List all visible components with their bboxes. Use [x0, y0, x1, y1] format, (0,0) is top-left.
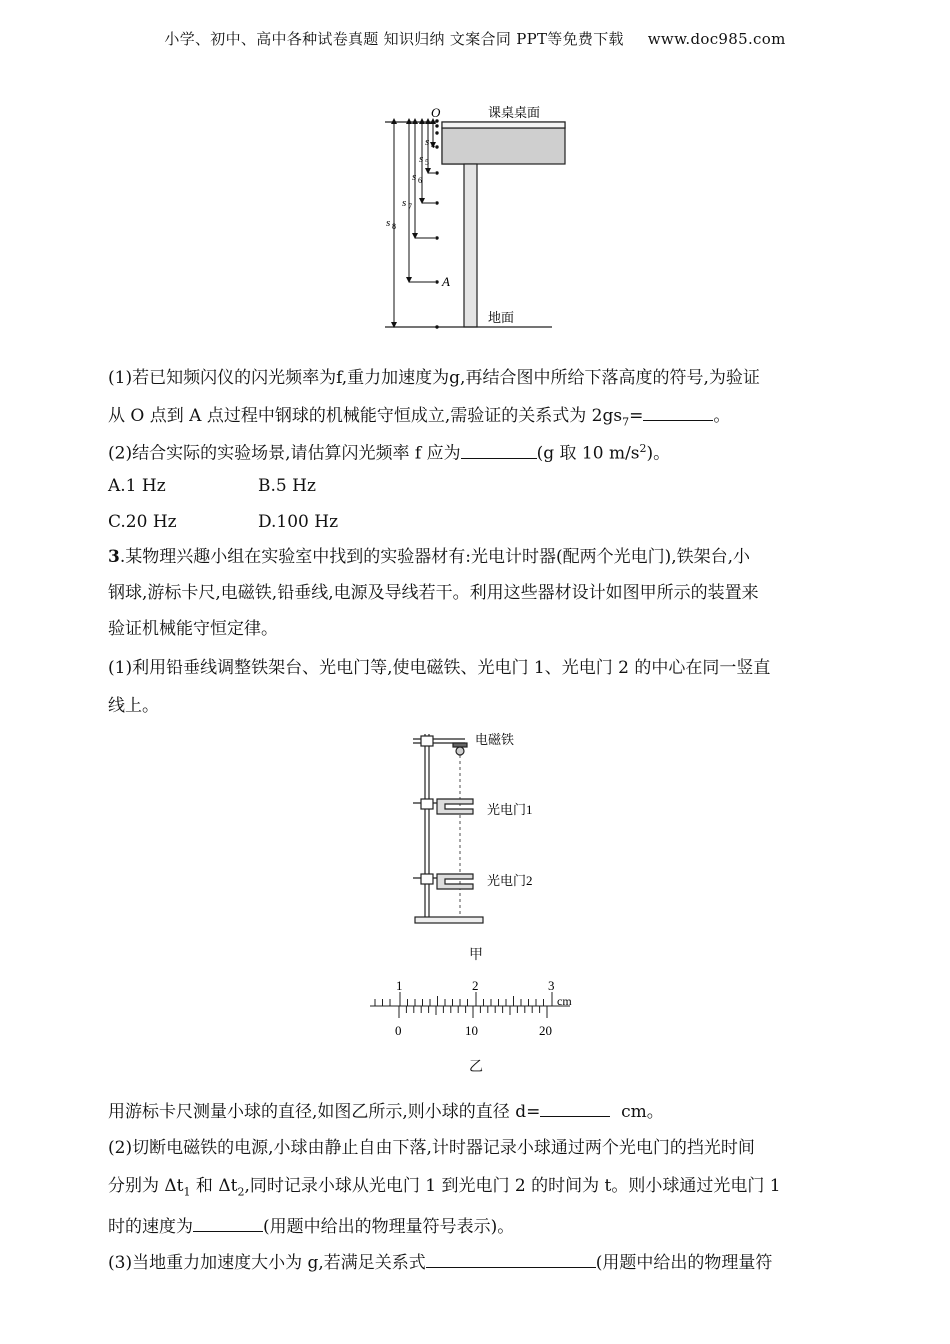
vernier-diagram — [360, 980, 590, 1045]
answer-blank-q2-2[interactable] — [461, 442, 537, 459]
label-s7-sub: 7 — [408, 202, 412, 211]
q3-part2-line1: (2)切断电磁铁的电源,小球由静止自由下落,计时器记录小球通过两个光电门的挡光时间 — [108, 1138, 755, 1158]
label-s5-sub: 5 — [425, 158, 429, 167]
q3-intro-line2: 钢球,游标卡尺,电磁铁,铅垂线,电源及导线若干。利用这些器材设计如图甲所示的装置来 — [108, 583, 759, 603]
label-gate1: 光电门1 — [487, 802, 533, 817]
header-title: 小学、初中、高中各种试卷真题 知识归纳 文案合同 PPT等免费下载 — [164, 30, 624, 48]
label-a: A — [442, 274, 450, 289]
label-magnet: 电磁铁 — [475, 732, 515, 747]
main-tick-1: 1 — [396, 980, 403, 993]
ball-positions — [435, 119, 438, 328]
q2-part1-sub: 7 — [622, 415, 630, 429]
option-b[interactable]: B.5 Hz — [258, 476, 316, 496]
q3-intro-line1 — [108, 548, 842, 566]
vernier-tick-0: 0 — [395, 1023, 402, 1038]
label-ground: 地面 — [488, 310, 515, 325]
label-s5: s — [419, 153, 424, 165]
q3-p3-text2: (用题中给出的物理量符 — [595, 1253, 773, 1273]
q2-part2-close: )。 — [646, 443, 671, 464]
vernier-tick-20: 20 — [539, 1023, 552, 1038]
q2-part2 — [108, 440, 842, 463]
q2-part2-text: (2)结合实际的实验场景,请估算闪光频率 f 应为 — [108, 443, 461, 464]
answer-blank-q2-1[interactable] — [643, 404, 713, 421]
q2-part2-sup: 2 — [639, 442, 647, 455]
q3-measure-text: 用游标卡尺测量小球的直径,如图乙所示,则小球的直径 d= — [108, 1102, 541, 1122]
label-gate2: 光电门2 — [487, 873, 533, 888]
main-tick-3: 3 — [548, 980, 555, 993]
q3-p2-text3: ,同时记录小球从光电门 1 到光电门 2 的时间为 t。则小球通过光电门 1 — [244, 1176, 781, 1196]
label-s4-sub: 4 — [431, 141, 435, 150]
q2-part1-line2 — [108, 404, 842, 431]
q3-number: 3 — [108, 547, 120, 567]
option-a[interactable]: A.1 Hz — [108, 476, 166, 496]
unit-label: cm — [557, 994, 572, 1008]
q2-part1-eq: = — [629, 406, 644, 426]
label-s8: s — [386, 217, 391, 229]
q3-p2-text2: 和 Δt — [190, 1176, 238, 1196]
q3-p2-text4: 时的速度为 — [108, 1217, 193, 1237]
free-fall-diagram — [380, 100, 570, 335]
label-desk: 课桌桌面 — [488, 105, 541, 120]
q3-p2-text5: (用题中给出的物理量符号表示)。 — [263, 1217, 515, 1237]
q3-part2-line3 — [108, 1215, 842, 1236]
caption-yi: 乙 — [469, 1059, 483, 1075]
q3-p3-text1: (3)当地重力加速度大小为 g,若满足关系式 — [108, 1253, 426, 1273]
q3-part2-line2 — [108, 1177, 842, 1201]
answer-blank-q3-relation[interactable] — [426, 1251, 596, 1268]
label-s4: s — [425, 136, 430, 148]
apparatus-diagram — [405, 727, 565, 932]
q3-p2-text1: 分别为 Δt — [108, 1176, 184, 1196]
q2-part2-note: (g 取 10 m/s — [536, 443, 640, 464]
q3-p2-sub1: 1 — [183, 1185, 191, 1199]
q2-part1-end: 。 — [713, 406, 731, 426]
q3-measure-unit: cm。 — [621, 1102, 664, 1122]
vernier-tick-10: 10 — [465, 1023, 478, 1038]
q3-part1-line2: 线上。 — [108, 696, 159, 716]
q3-part1-line1: (1)利用铅垂线调整铁架台、光电门等,使电磁铁、光电门 1、光电门 2 的中心在同一竖直 — [108, 658, 771, 678]
option-c[interactable]: C.20 Hz — [108, 512, 177, 532]
q3-intro-text1: .某物理兴趣小组在实验室中找到的实验器材有:光电计时器(配两个光电门),铁架台,小 — [119, 547, 751, 567]
q2-part1-line1: (1)若已知频闪仪的闪光频率为f,重力加速度为g,再结合图中所给下落高度的符号,为验证 — [108, 368, 760, 388]
option-d[interactable]: D.100 Hz — [258, 512, 339, 532]
caption-jia: 甲 — [469, 947, 483, 963]
label-s8-sub: 8 — [392, 222, 396, 231]
header-url: www.doc985.com — [647, 30, 786, 48]
label-o: O — [431, 105, 441, 120]
q3-p2-sub2: 2 — [237, 1185, 245, 1199]
q3-part3 — [108, 1251, 842, 1272]
main-tick-2: 2 — [472, 980, 479, 993]
q3-measure — [108, 1100, 842, 1121]
answer-blank-q3-v1[interactable] — [193, 1215, 263, 1232]
label-s7: s — [402, 197, 407, 209]
label-s6: s — [412, 171, 417, 183]
label-s6-sub: 6 — [418, 176, 422, 185]
page-header — [0, 28, 950, 49]
q3-intro-line3: 验证机械能守恒定律。 — [108, 619, 278, 639]
answer-blank-q3-d[interactable] — [540, 1100, 610, 1117]
q2-part1-text: 从 O 点到 A 点过程中钢球的机械能守恒成立,需验证的关系式为 2gs — [108, 406, 623, 426]
